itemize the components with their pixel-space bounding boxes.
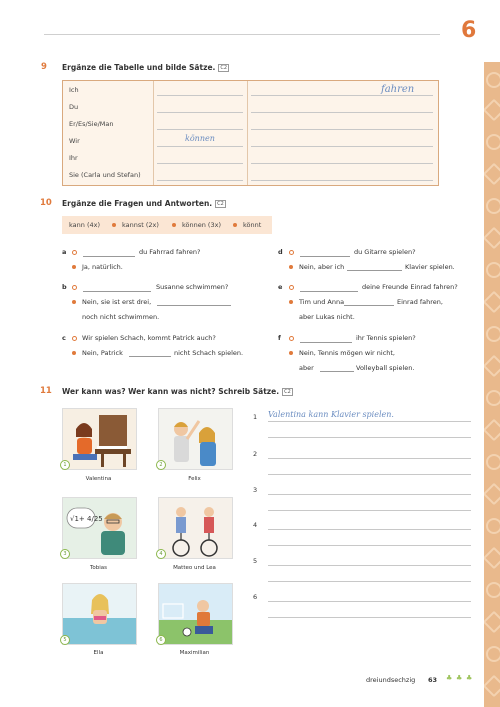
answer-marker-icon	[289, 265, 293, 269]
ornament-icon	[484, 675, 500, 698]
level-badge: C2	[284, 389, 291, 395]
table-row	[63, 166, 438, 183]
line-number: 3	[253, 486, 258, 494]
line-number: 5	[253, 557, 258, 565]
answer-text: Nein, sie ist erst drei,	[82, 298, 152, 306]
question-text: du Fahrrad fahren?	[139, 248, 201, 256]
answer-blank[interactable]	[83, 256, 135, 257]
ornament-icon	[486, 582, 500, 598]
answer-blank[interactable]	[129, 356, 171, 357]
person-name: Ella	[93, 650, 104, 656]
question-text: du Gitarre spielen?	[354, 248, 416, 256]
handwritten-verb: können	[185, 134, 215, 143]
answer-text: Nein, Patrick	[82, 349, 123, 357]
word-bank-item: kannst (2x)	[122, 221, 159, 229]
answer-line[interactable]	[157, 180, 243, 181]
answer-text: aber Lukas nicht.	[299, 313, 355, 321]
answer-text: Klavier spielen.	[405, 263, 455, 271]
ornament-icon	[484, 163, 500, 186]
bullet-icon	[233, 223, 237, 227]
item-label: e	[278, 283, 283, 291]
level-badge: C2	[220, 65, 228, 71]
math-text: √1+ 4/25	[70, 515, 103, 523]
ornament-icon	[486, 72, 500, 88]
answer-line[interactable]	[251, 95, 433, 96]
question-text: Wir spielen Schach, kommt Patrick auch?	[82, 334, 216, 342]
picture-number: 1	[60, 460, 70, 470]
ornament-icon	[486, 326, 500, 342]
exercise-title-text: Ergänze die Fragen und Antworten.	[62, 199, 213, 208]
conjugation-table	[62, 80, 439, 186]
writing-line[interactable]	[268, 474, 471, 475]
picture-number: 4	[156, 549, 166, 559]
picture-number: 2	[156, 460, 166, 470]
line-number: 1	[253, 413, 258, 421]
writing-line[interactable]	[268, 545, 471, 546]
ornament-icon	[486, 198, 500, 214]
illustration-valentina-piano	[62, 408, 137, 470]
person-name: Felix	[188, 476, 201, 482]
ornament-icon	[484, 547, 500, 570]
example-answer: Valentina kann Klavier spielen.	[268, 410, 394, 419]
page-word: dreiundsechzig	[366, 676, 416, 684]
writing-line[interactable]	[268, 565, 471, 566]
answer-text: Tim und Anna	[299, 298, 345, 306]
unicycle-icon	[159, 498, 232, 558]
picture-number: 5	[60, 635, 70, 645]
ornament-icon	[484, 99, 500, 122]
writing-line[interactable]	[268, 437, 471, 438]
writing-line[interactable]	[268, 581, 471, 582]
piano-player-icon	[63, 409, 136, 469]
question-marker-icon	[289, 250, 294, 255]
two-people-icon	[159, 409, 232, 469]
illustration-matteo-lea-unicycle	[158, 497, 233, 559]
answer-marker-icon	[72, 300, 76, 304]
exercise-title	[62, 387, 293, 396]
answer-text: noch nicht schwimmen.	[82, 313, 160, 321]
line-number: 2	[253, 450, 258, 458]
ornament-icon	[484, 227, 500, 250]
word-bank-item: können (3x)	[182, 221, 221, 229]
answer-text: Volleyball spielen.	[356, 364, 415, 372]
swimmer-icon	[63, 584, 136, 644]
exercise-number: 9	[41, 62, 47, 72]
item-label: d	[278, 248, 283, 256]
exercise-number: 11	[40, 386, 52, 396]
writing-line[interactable]	[268, 510, 471, 511]
person-name: Maximilian	[179, 650, 210, 656]
person-name: Tobias	[89, 565, 108, 571]
football-player-icon	[159, 584, 232, 644]
item-label: b	[62, 283, 67, 291]
item-label: c	[62, 334, 66, 342]
answer-blank[interactable]	[300, 256, 350, 257]
exercise-title-text: Wer kann was? Wer kann was nicht? Schreib Sätze.	[62, 387, 280, 396]
answer-blank[interactable]	[157, 305, 231, 306]
question-text: deine Freunde Einrad fahren?	[362, 283, 458, 291]
picture-number: 6	[156, 635, 166, 645]
ornament-icon	[486, 454, 500, 470]
answer-line[interactable]	[157, 129, 243, 130]
answer-blank[interactable]	[83, 291, 151, 292]
writing-line[interactable]	[268, 529, 471, 530]
exercise-title	[62, 199, 226, 208]
question-text: Susanne schwimmen?	[156, 283, 229, 291]
writing-line[interactable]	[268, 458, 471, 459]
ornament-icon	[486, 390, 500, 406]
answer-marker-icon	[289, 351, 293, 355]
table-row	[63, 132, 438, 149]
ornament-icon	[484, 483, 500, 506]
question-text: ihr Tennis spielen?	[356, 334, 416, 342]
table-row	[63, 115, 438, 132]
answer-line[interactable]	[157, 146, 243, 147]
bullet-icon	[112, 223, 116, 227]
bullet-icon	[172, 223, 176, 227]
unit-number: 6	[461, 18, 477, 43]
writing-line[interactable]	[268, 601, 471, 602]
page-number: 63	[428, 676, 438, 684]
pronoun-label: Sie (Carla und Stefan)	[69, 171, 141, 179]
line-number: 6	[253, 593, 258, 601]
answer-line[interactable]	[157, 95, 243, 96]
answer-line[interactable]	[251, 163, 433, 164]
illustration-felix	[158, 408, 233, 470]
pronoun-label: Ich	[69, 86, 79, 94]
exercise-number: 10	[40, 198, 52, 208]
illustration-tobias-math	[62, 497, 137, 559]
person-name: Matteo und Lea	[173, 565, 216, 571]
answer-blank[interactable]	[344, 305, 394, 306]
item-label: f	[278, 334, 281, 342]
answer-text: Nein, aber ich	[299, 263, 345, 271]
word-bank-item: könnt	[243, 221, 262, 229]
illustration-ella-swimming	[62, 583, 137, 645]
writing-line[interactable]	[268, 421, 471, 422]
answer-line[interactable]	[251, 146, 433, 147]
ornament-icon	[486, 518, 500, 534]
pronoun-label: Er/Es/Sie/Man	[69, 120, 114, 128]
level-badge: C2	[217, 201, 224, 207]
math-student-icon	[63, 498, 136, 558]
ornament-icon	[484, 355, 500, 378]
illustration-maximilian-football	[158, 583, 233, 645]
answer-line[interactable]	[251, 180, 433, 181]
pronoun-label: Ihr	[69, 154, 78, 162]
table-row	[63, 98, 438, 115]
word-bank	[62, 216, 272, 234]
line-number: 4	[253, 521, 258, 529]
question-marker-icon	[72, 336, 77, 341]
writing-line[interactable]	[268, 617, 471, 618]
answer-marker-icon	[72, 265, 76, 269]
question-marker-icon	[72, 250, 77, 255]
pronoun-label: Du	[69, 103, 79, 111]
answer-blank[interactable]	[320, 371, 354, 372]
answer-marker-icon	[72, 351, 76, 355]
answer-blank[interactable]	[300, 291, 358, 292]
ornament-icon	[486, 134, 500, 150]
answer-marker-icon	[289, 300, 293, 304]
person-name: Valentina	[85, 476, 112, 482]
exercise-title-text: Ergänze die Tabelle und bilde Sätze.	[62, 63, 216, 72]
answer-blank[interactable]	[347, 270, 402, 271]
item-label: a	[62, 248, 67, 256]
clover-icon: ♣	[446, 674, 453, 682]
answer-text: Nein, Tennis mögen wir nicht,	[299, 349, 395, 357]
answer-text: aber	[299, 364, 314, 372]
ornament-icon	[486, 646, 500, 662]
handwritten-verb: fahren	[381, 84, 415, 95]
ornament-icon	[484, 419, 500, 442]
picture-number: 3	[60, 549, 70, 559]
pronoun-label: Wir	[69, 137, 80, 145]
answer-text: Einrad fahren,	[397, 298, 443, 306]
answer-line[interactable]	[251, 112, 433, 113]
clover-icon: ♣	[456, 674, 463, 682]
answer-text: Ja, natürlich.	[82, 263, 123, 271]
answer-line[interactable]	[157, 112, 243, 113]
header-rule	[44, 34, 440, 35]
decorative-side-band	[484, 62, 500, 707]
question-marker-icon	[289, 285, 294, 290]
answer-blank[interactable]	[300, 342, 352, 343]
question-marker-icon	[289, 336, 294, 341]
question-marker-icon	[72, 285, 77, 290]
answer-text: nicht Schach spielen.	[174, 349, 244, 357]
ornament-icon	[486, 262, 500, 278]
ornament-icon	[484, 291, 500, 314]
word-bank-item: kann (4x)	[69, 221, 100, 229]
writing-line[interactable]	[268, 494, 471, 495]
table-row	[63, 149, 438, 166]
exercise-title	[62, 63, 229, 72]
answer-line[interactable]	[251, 129, 433, 130]
ornament-icon	[484, 611, 500, 634]
answer-line[interactable]	[157, 163, 243, 164]
clover-icon: ♣	[466, 674, 473, 682]
